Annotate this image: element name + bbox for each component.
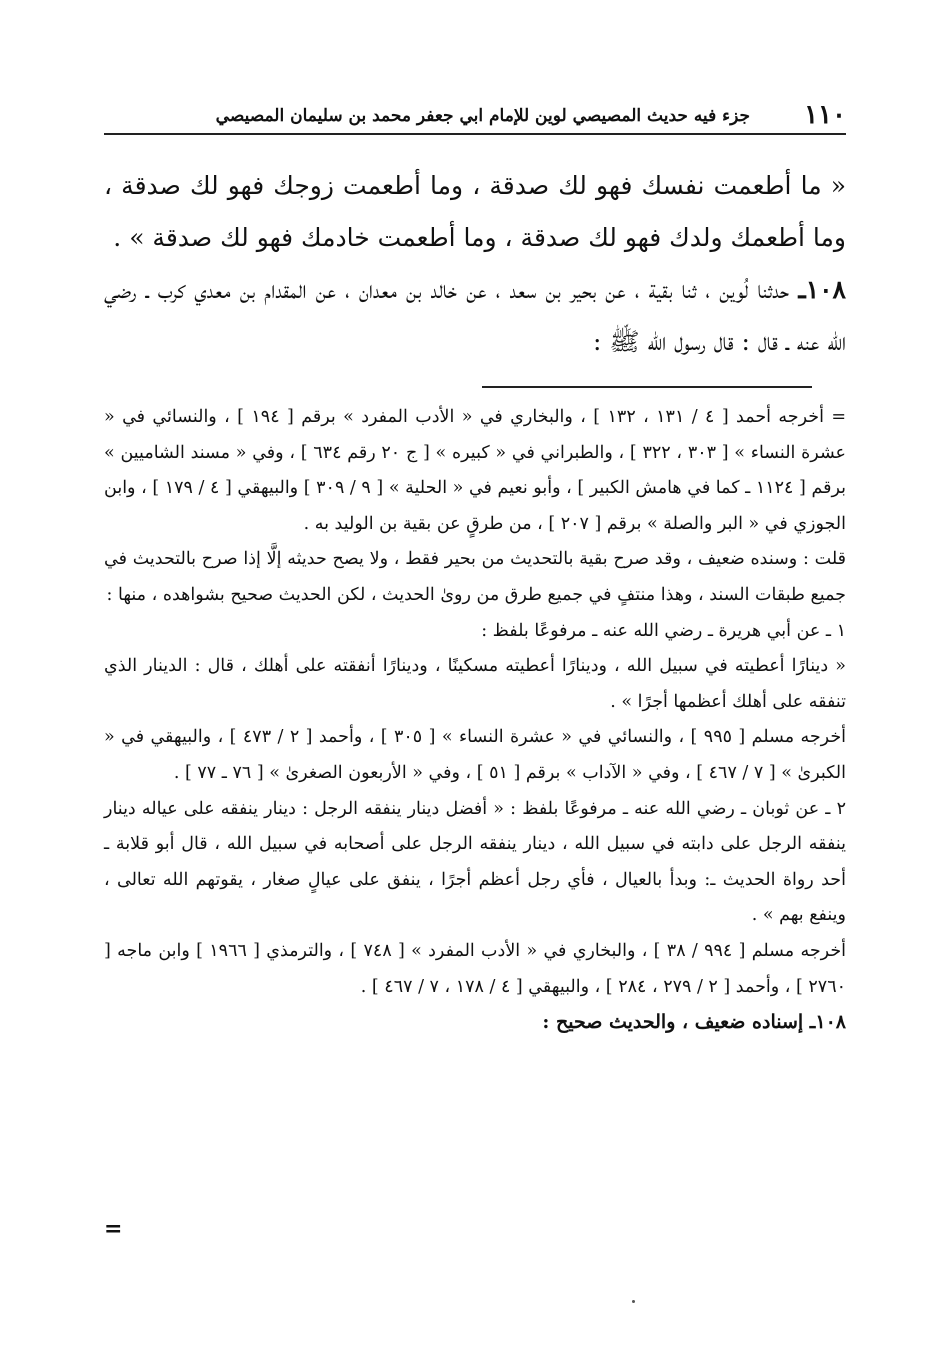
footnote-witness-1-text: « دينارًا أعطيته في سبيل الله ، ودينارًا أعطيته مسكينًا ، ودينارًا أنفقته على أهلك ، قال : الدينار الذي تنفقه على أهلك أعظمها أجرًا » . — [104, 656, 846, 712]
hadith-108-text: حدثنا لُوين ، ثنا بقية ، عن بحير بن سعد ، عن خالد بن معدان ، عن المقدام بن معدي كرب ـ رضي الله عنه ـ قال : قال رسول الله ﷺ : — [104, 275, 846, 356]
footnote-witness-1-takhrij: أخرجه مسلم [ ٩٩٥ ] ، والنسائي في « عشرة النساء » [ ٣٠٥ ] ، وأحمد [ ٢ / ٤٧٣ ] ، والبيهقي في « الكبرىٰ » [ ٧ / ٤٦٧ ] ، وفي « الآداب » برقم [ ٥١ ] ، وفي « الأربعون الصغرىٰ » [ ٧٦ ـ ٧٧ ] . — [104, 727, 847, 783]
footnote-witness-2: ٢ ـ عن ثوبان ـ رضي الله عنه ـ مرفوعًا بلفظ : « أفضل دينار ينفقه الرجل : دينار ينفقه على عياله دينار ينفقه الرجل على دابته في سبيل الله ، دينار ينفقه الرجل على أصحابه في سبيل الله ، قال أبو قلابة ـ أحد رواة الحديث ـ: وبدأ بالعيال ، فأي رجل أعظم أجرًا ، ينفق على عيالٍ صغار ، يقوتهم الله تعالى ، وينفع بهم » . — [104, 798, 846, 926]
main-text — [104, 160, 846, 368]
footnote-witness-1-heading: ١ ـ عن أبي هريرة ـ رضي الله عنه ـ مرفوعًا بلفظ : — [481, 620, 846, 641]
footnote-takhrij-107: = أخرجه أحمد [ ٤ / ١٣١ ، ١٣٢ ] ، والبخاري في « الأدب المفرد » برقم [ ١٩٤ ] ، والنسائي في « عشرة النساء » [ ٣٠٣ ، ٣٢٢ ] ، والطبراني في « كبيره » [ ج ٢٠ رقم ٦٣٤ ] ، وفي « مسند الشاميين » برقم [ ١١٢٤ ـ كما في هامش الكبير ] ، وأبو نعيم في « الحلية » [ ٩ / ٣٠٩ ] والبيهقي [ ٤ / ١٧٩ ] ، وابن الجوزي في « البر والصلة » برقم [ ٢٠٧ ] ، من طرقٍ عن بقية بن الوليد به . — [104, 407, 847, 534]
hadith-107-ending: « ما أطعمت نفسك فهو لك صدقة ، وما أطعمت زوجك فهو لك صدقة ، وما أطعمك ولدك فهو لك صدقة ، وما أطعمت خادمك فهو لك صدقة » . — [104, 171, 846, 252]
footnotes — [104, 400, 846, 1041]
footnote-comment: قلت : وسنده ضعيف ، وقد صرح بقية بالتحديث من بحير فقط ، ولا يصح حديثه إلَّا إذا صرح بالتحديث في جميع طبقات السند ، وهذا منتفٍ في جميع طرق من روىٰ الحديث ، لكن الحديث صحيح بشواهده ، منها : — [104, 549, 846, 605]
footnote-separator — [482, 386, 812, 388]
page-number: ١١٠ — [804, 100, 846, 130]
page-header — [104, 100, 846, 134]
header-rule — [104, 133, 846, 135]
footnote-grading-108: ١٠٨ـ إسناده ضعيف ، والحديث صحيح : — [542, 1011, 846, 1034]
hadith-108 — [104, 264, 846, 368]
footnote-witness-2-takhrij: أخرجه مسلم [ ٩٩٤ / ٣٨ ] ، والبخاري في « الأدب المفرد » [ ٧٤٨ ] ، والترمذي [ ١٩٦٦ ] وابن ماجه [ ٢٧٦٠ ] ، وأحمد [ ٢ / ٢٧٩ ، ٢٨٤ ] ، والبيهقي [ ٤ / ١٧٨ ، ٧ / ٤٦٧ ] . — [104, 940, 846, 997]
continuation-mark: = — [104, 1216, 123, 1242]
scan-speck — [632, 1300, 635, 1303]
running-title: جزء فيه حديث المصيصي لوين للإمام ابي جعفر محمد بن سليمان المصيصي — [215, 106, 750, 126]
hadith-number: ١٠٨ـ — [798, 275, 846, 304]
